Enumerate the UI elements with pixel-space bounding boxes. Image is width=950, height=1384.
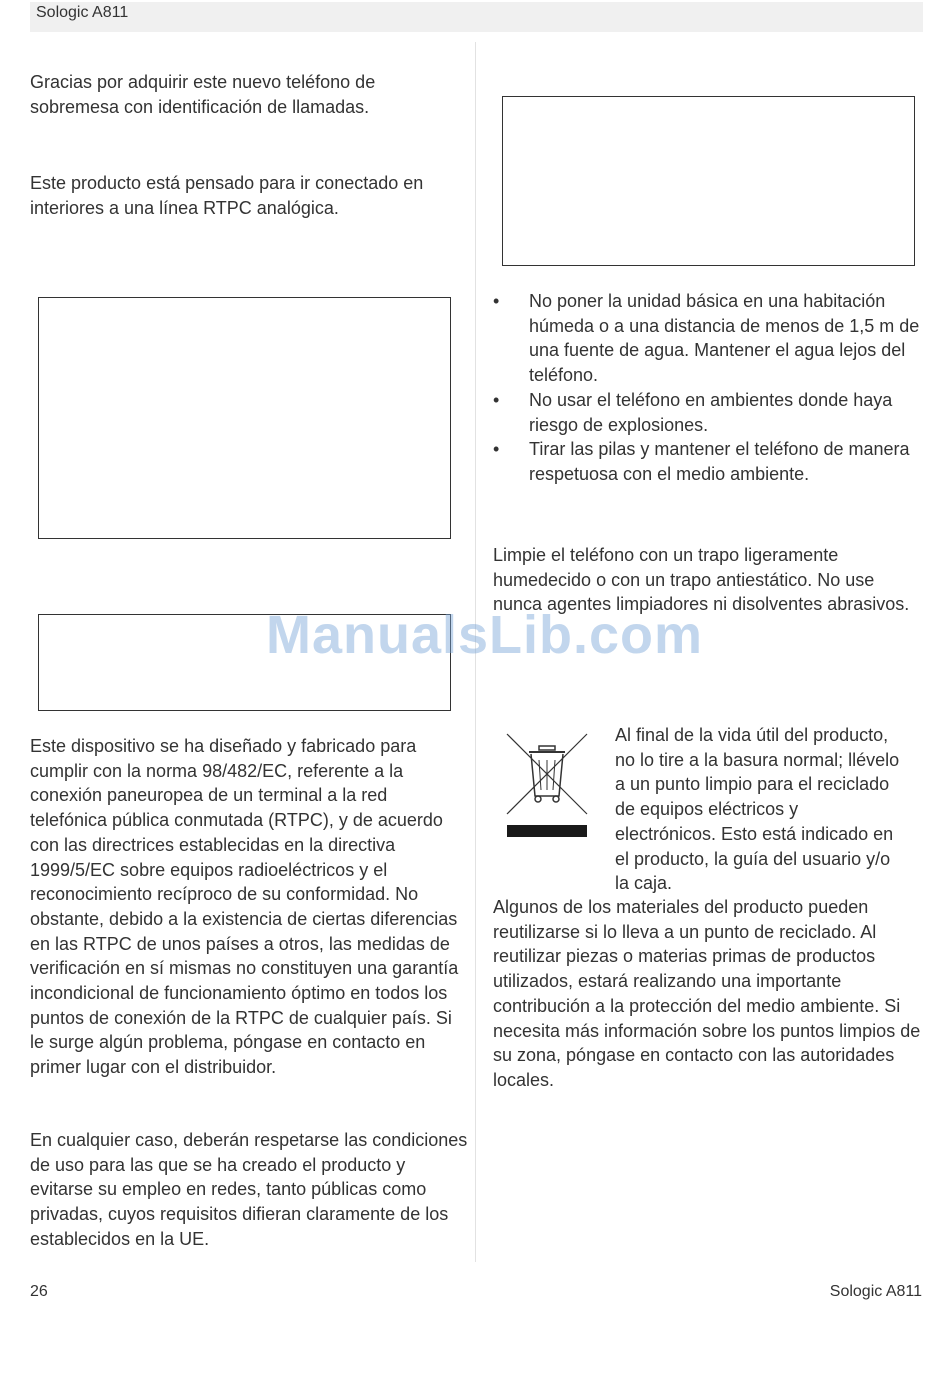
recycling-paragraph: Algunos de los materiales del producto pueden reutilizarse si lo lleva a un punto de reciclado. Al reutilizar piezas o materias primas de productos utilizados, estará realizando una importante contribución a la protección del medio ambiente. Si necesita más información sobre los puntos limpios de su zona, póngase en contacto con las autoridades locales. bbox=[493, 897, 921, 1090]
cleaning-paragraph: Limpie el teléfono con un trapo ligeramente humedecido o con un trapo antiestático. No use nunca agentes limpiadores ni disolventes abrasivos. bbox=[493, 545, 910, 615]
safety-list bbox=[493, 289, 923, 487]
list-item bbox=[493, 289, 923, 388]
page-number: 26 bbox=[30, 1283, 48, 1300]
text-line: electrónicos. Esto está indicado en bbox=[615, 823, 894, 844]
bullet-icon: • bbox=[493, 291, 500, 311]
text-line: a un punto limpio para el reciclado bbox=[615, 774, 890, 795]
watermark: ManualsLib.com bbox=[266, 605, 704, 665]
text-line: el producto, la guía del usuario y/o bbox=[615, 848, 891, 869]
list-item-text: No poner la unidad básica en una habitación húmeda o a una distancia de menos de 1,5 m de una fuente de agua. Mantener el agua lejos del teléfono. bbox=[529, 291, 920, 386]
list-item bbox=[493, 437, 923, 486]
list-item bbox=[493, 388, 923, 437]
bullet-icon: • bbox=[493, 439, 500, 460]
conformity-paragraph: Este dispositivo se ha diseñado y fabricado para cumplir con la norma 98/482/EC, referente a la conexión paneuropea de un terminal a la red telefónica pública conmutada (RTPC), y de acuerdo con las directrices establecidas en la directiva 1999/5/EC sobre equipos radioeléctricos y el reconocimiento recíproco de su conformidad. No obstante, debido a la existencia de ciertas diferencias en las RTPC de unos países a otros, las medidas de verificación en sí mismas no constituyen una garantía incondicional de funcionamiento óptimo en todos los puntos de conexión de la RTPC de cualquier país. Si le surge algún problema, póngase en contacto en primer lugar con el distribuidor. bbox=[30, 736, 459, 1078]
footer-title: Sologic A811 bbox=[829, 1283, 922, 1300]
header-bar bbox=[30, 2, 923, 32]
empty-frame-right bbox=[502, 96, 915, 266]
text-line: Al final de la vida útil del producto, bbox=[615, 725, 889, 745]
disposal-paragraph bbox=[615, 723, 925, 896]
list-item-text: Tirar las pilas y mantener el teléfono de manera respetuosa con el medio ambiente. bbox=[529, 439, 910, 484]
text-line: no lo tire a la basura normal; llévelo bbox=[615, 749, 900, 770]
empty-frame-left-large bbox=[38, 297, 451, 539]
text-line: la caja. bbox=[615, 873, 673, 894]
intro-paragraph: Gracias por adquirir este nuevo teléfono de sobremesa con identificación de llamadas. bbox=[30, 72, 376, 117]
header-title: Sologic A811 bbox=[36, 4, 129, 21]
usage-paragraph: Este producto está pensado para ir conectado en interiores a una línea RTPC analógica. bbox=[30, 173, 424, 218]
text-line: de equipos eléctricos y bbox=[615, 799, 799, 820]
bullet-icon: • bbox=[493, 389, 500, 410]
list-item-text: No usar el teléfono en ambientes donde haya riesgo de explosiones. bbox=[529, 389, 893, 435]
conditions-paragraph: En cualquier caso, deberán respetarse las condiciones de uso para las que se ha creado el producto y evitarse su empleo en redes, tanto públicas como privadas, cuyos requisitos difieran claramente de los establecidos en la UE. bbox=[30, 1130, 468, 1249]
crossed-out-bin-icon bbox=[503, 732, 591, 840]
